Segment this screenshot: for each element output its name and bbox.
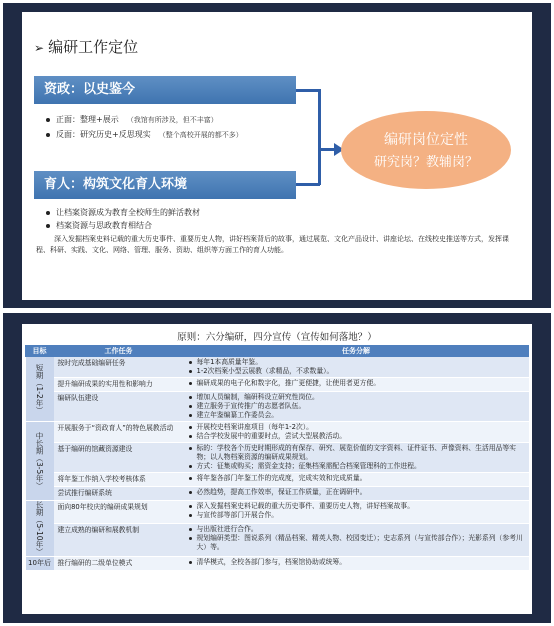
table-row (26, 357, 529, 378)
table-row (26, 556, 529, 570)
goal-cell: 中长期（3-5年） (26, 422, 54, 501)
description-paragraph: 深入发掘档案史料记载的重大历史事件、重要历史人物，讲好档案背后的故事，通过展览、文化产品设计、讲座论坛、在线校史推送等方式，发挥课程、科研、实践、文化、网络、管理、服务、资助、组织等方面工作的育人功能。 (36, 235, 509, 254)
bullet-icon (46, 211, 50, 215)
task-cell: 建立成熟的编研和展教机制 (54, 523, 184, 556)
task-cell: 基于编研的馆藏资源建设 (54, 443, 184, 473)
table-row (26, 473, 529, 487)
table-row (26, 487, 529, 501)
bullet-item: 档案资源与思政教育相结合 (46, 220, 152, 231)
slide-title: 原则：六分编研，四分宣传（宣传如何落地？） (177, 332, 377, 343)
table-row (26, 443, 529, 473)
breakdown-cell: 开展校史档案讲座项目（每年1-2次）。 结合学校发展中的重要时点，尝试大型展教活动。 (184, 422, 529, 443)
table-row (26, 422, 529, 443)
table-header-row (26, 346, 529, 357)
task-cell: 提升编研成果的实用性和影响力 (54, 378, 184, 392)
ellipse-line-2: 研究岗？教辅岗？ (373, 155, 478, 170)
breakdown-cell: 必然趋势，提高工作效率，保证工作质量，正在调研中。 (184, 487, 529, 501)
yuren-bar: 育人：构筑文化育人环境 (34, 171, 296, 199)
table-row (26, 392, 529, 422)
task-cell: 将年鉴工作纳入学校考核体系 (54, 473, 184, 487)
connector-line (296, 183, 320, 186)
breakdown-cell: 将年鉴各部门年鉴工作的完成度，完成实效和完成质量。 (184, 473, 529, 487)
breakdown-cell: 标的：学校各个历史时期形成的有保存、研究、展览价值的文字资料、证件证书、声像资料、生活用品等实物；以人物档案资源的编研成果规划。 方式：征集或购买；需资金支持；征集档案需配合档案管理科的工作进程。 (184, 443, 529, 473)
col-header-task: 工作任务 (54, 346, 184, 357)
slide-2-canvas (22, 324, 532, 614)
bullet-item: 让档案资源成为教育全校师生的鲜活教材 (46, 207, 200, 218)
slide-1-canvas (22, 12, 532, 300)
goal-cell: 10年后 (26, 556, 54, 570)
task-cell: 编研队伍建设 (54, 392, 184, 422)
ellipse-line-1: 编研岗位定性 (384, 132, 468, 148)
bullet-icon (46, 224, 50, 228)
task-cell: 尝试推行编研系统 (54, 487, 184, 501)
table-row (26, 501, 529, 524)
breakdown-cell: 清华模式，全校各部门参与，档案馆协助或统筹。 (184, 556, 529, 570)
bullet-icon (46, 133, 50, 137)
breakdown-cell: 深入发掘档案史料记载的重大历史事件、重要历史人物，讲好档案故事。 与宣传部等部门开展合作。 (184, 501, 529, 524)
task-cell: 开展服务于“资政育人”的特色展教活动 (54, 422, 184, 443)
goal-cell: 短期（1-2年） (26, 357, 54, 422)
plan-table (25, 345, 529, 571)
connector-line (318, 89, 321, 185)
col-header-breakdown: 任务分解 (184, 346, 529, 357)
bullet-icon (46, 118, 50, 122)
breakdown-cell: 与出版社进行合作。 规划编研类型：图说系列（精品档案、精英人物、校园变迁）；史志系列（与宣传部合作）；光影系列（参考川大）等。 (184, 523, 529, 556)
table-row (26, 378, 529, 392)
breakdown-cell: 增加人员编制，编研科设立研究性岗位。 建立服务于宣传推广的志愿者队伍。 建立年鉴编纂工作委员会。 (184, 392, 529, 422)
chevron-right-icon: ➢ (34, 41, 45, 55)
slide-title (34, 36, 138, 57)
bullet-item: 正面：整理+展示 （我馆有所涉及，但不丰富） (46, 114, 218, 125)
zizheng-bar: 资政：以史鉴今 (34, 76, 296, 104)
breakdown-cell: 编研成果的电子化和数字化，推广更便捷，让使用者更方便。 (184, 378, 529, 392)
connector-line (296, 89, 320, 92)
positioning-ellipse (341, 111, 511, 189)
col-header-goal: 目标 (26, 346, 54, 357)
goal-cell: 长期（5-10年） (26, 501, 54, 557)
bullet-item: 反面：研究历史+反思现实 （整个高校开展的都不多） (46, 129, 243, 140)
task-cell: 按时完成基础编研任务 (54, 357, 184, 378)
task-cell: 面向80年校庆的编研成果规划 (54, 501, 184, 524)
slide-title-text: 编研工作定位 (48, 38, 139, 56)
table-row (26, 523, 529, 556)
slide-1 (3, 3, 551, 308)
task-cell: 推行编研的二级单位模式 (54, 556, 184, 570)
slide-2 (3, 313, 551, 623)
breakdown-cell: 每年1本高质量年鉴。 1-2次档案小型云展教（求精品，不求数量）。 (184, 357, 529, 378)
